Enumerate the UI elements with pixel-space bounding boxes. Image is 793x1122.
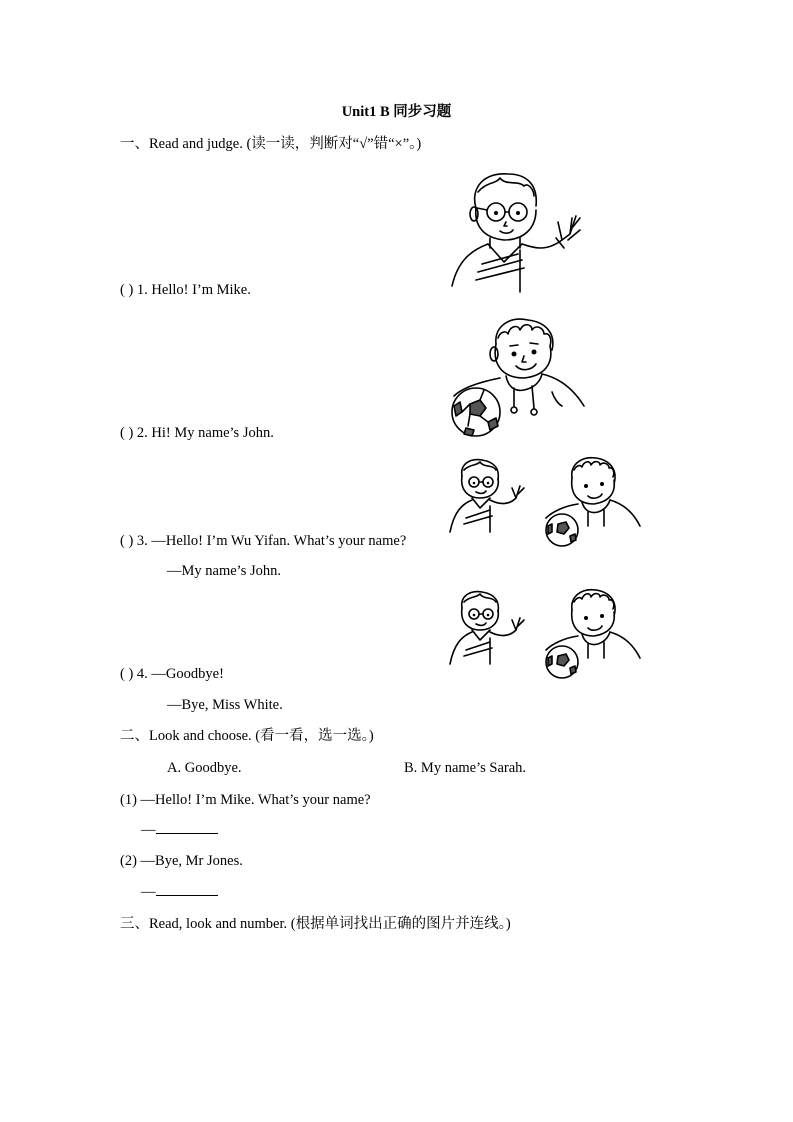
question-4-line2: —Bye, Miss White. (167, 697, 283, 713)
answer-blank[interactable] (156, 883, 218, 896)
page-title: Unit1 B 同步习题 (341, 104, 452, 120)
boy-with-football-icon (450, 316, 590, 438)
section3-heading: 三、Read, look and number. (根据单词找出正确的图片并连线。) (120, 916, 511, 932)
option-b: B. My name’s Sarah. (404, 760, 527, 776)
answer-line-2[interactable] (141, 883, 218, 901)
question-3-line2: —My name’s John. (167, 563, 281, 579)
two-boys-icon (446, 588, 640, 680)
answer-blank[interactable] (156, 821, 218, 834)
two-boys-icon (446, 456, 640, 548)
option-a: A. Goodbye. (167, 760, 242, 776)
section2-question-2: (2) —Bye, Mr Jones. (120, 853, 243, 869)
answer-dash: — (141, 884, 156, 900)
answer-line-1[interactable] (141, 821, 218, 839)
question-1: ( ) 1. Hello! I’m Mike. (120, 282, 251, 298)
section2-question-1: (1) —Hello! I’m Mike. What’s your name? (120, 792, 371, 808)
question-3-line1: ( ) 3. —Hello! I’m Wu Yifan. What’s your name? (120, 533, 407, 549)
section1-heading: 一、Read and judge. (读一读，判断对“√”错“×”。) (120, 136, 422, 152)
question-4-line1: ( ) 4. —Goodbye! (120, 666, 224, 682)
answer-dash: — (141, 822, 156, 838)
boy-with-glasses-waving-icon (448, 168, 588, 292)
section2-heading: 二、Look and choose. (看一看，选一选。) (120, 728, 374, 744)
question-2: ( ) 2. Hi! My name’s John. (120, 425, 274, 441)
